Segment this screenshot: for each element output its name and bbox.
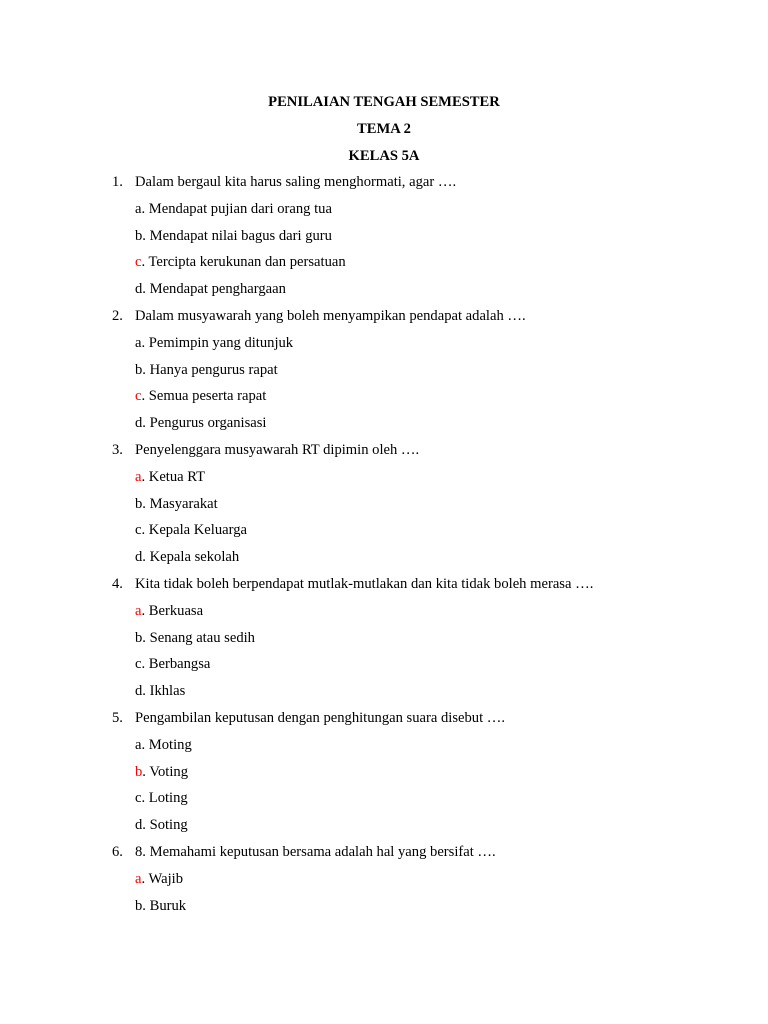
- answer-text: . Masyarakat: [142, 495, 218, 512]
- document-title: PENILAIAN TENGAH SEMESTER: [268, 94, 500, 110]
- question-number: 4.: [112, 575, 123, 592]
- answer-letter: c: [135, 522, 142, 539]
- question-number: 1.: [112, 174, 123, 190]
- answer-option-content: [135, 521, 247, 539]
- question-item: [112, 173, 732, 200]
- answer-option-content: [135, 763, 188, 781]
- answer-letter: d: [135, 817, 143, 834]
- question-text: Dalam musyawarah yang boleh menyampikan pendapat adalah ….: [135, 307, 526, 324]
- question-item: [112, 575, 732, 602]
- answer-text: . Berbangsa: [141, 656, 211, 673]
- answer-option-content: [135, 816, 188, 834]
- answer-letter: b: [135, 897, 143, 914]
- answer-text: . Voting: [142, 763, 188, 780]
- question-text: Penyelenggara musyawarah RT dipimin oleh ….: [135, 441, 420, 458]
- answer-option-content: [135, 548, 239, 566]
- answer-text: . Semua peserta rapat: [141, 388, 267, 405]
- answer-option: [112, 361, 732, 388]
- correct-answer-letter: a: [135, 602, 142, 619]
- answer-option: [112, 387, 732, 414]
- answer-letter: b: [135, 227, 143, 244]
- question-number: 3.: [112, 441, 123, 458]
- question-list: [112, 173, 732, 923]
- answer-letter: a: [135, 736, 142, 753]
- answer-option: [112, 736, 732, 763]
- answer-option: [112, 521, 732, 548]
- answer-option-content: [135, 897, 186, 915]
- answer-letter: a: [135, 334, 142, 351]
- question-number: 5.: [112, 709, 123, 726]
- answer-option-content: [135, 602, 203, 620]
- answer-option: [112, 763, 732, 790]
- answer-letter: b: [135, 361, 143, 378]
- correct-answer-letter: c: [135, 388, 142, 405]
- answer-letter: c: [135, 790, 142, 807]
- answer-option-content: [135, 468, 205, 486]
- answer-option: [112, 870, 732, 897]
- answer-text: . Kepala sekolah: [142, 549, 240, 566]
- answer-option-content: [135, 789, 188, 807]
- answer-option-content: [135, 227, 332, 245]
- answer-option: [112, 789, 732, 816]
- answer-option-content: [135, 495, 218, 513]
- answer-letter: d: [135, 683, 143, 700]
- answer-text: . Buruk: [142, 897, 187, 914]
- question-text: Pengambilan keputusan dengan penghitungan suara disebut ….: [135, 709, 506, 726]
- answer-letter: d: [135, 415, 143, 432]
- answer-option: [112, 682, 732, 709]
- answer-text: . Senang atau sedih: [142, 629, 255, 646]
- answer-option-content: [135, 655, 210, 673]
- answer-option-content: [135, 200, 332, 218]
- answer-text: . Wajib: [141, 870, 184, 887]
- answer-option-content: [135, 414, 266, 432]
- answer-option: [112, 200, 732, 227]
- answer-text: . Ketua RT: [141, 468, 206, 485]
- answer-option-content: [135, 736, 192, 754]
- answer-text: . Pemimpin yang ditunjuk: [141, 334, 294, 351]
- correct-answer-letter: a: [135, 870, 142, 887]
- answer-option: [112, 414, 732, 441]
- answer-text: . Hanya pengurus rapat: [142, 361, 278, 378]
- question-text: Kita tidak boleh berpendapat mutlak-mutlakan dan kita tidak boleh merasa ….: [135, 575, 594, 592]
- document-theme: TEMA 2: [357, 121, 411, 137]
- answer-text: . Mendapat penghargaan: [142, 281, 286, 298]
- answer-text: . Berkuasa: [141, 602, 204, 619]
- question-item: [112, 307, 732, 334]
- answer-text: . Tercipta kerukunan dan persatuan: [141, 254, 346, 271]
- answer-option: [112, 468, 732, 495]
- answer-letter: b: [135, 629, 143, 646]
- answer-option: [112, 629, 732, 656]
- question-item: [112, 843, 732, 870]
- answer-letter: b: [135, 495, 143, 512]
- answer-option: [112, 334, 732, 361]
- answer-option-content: [135, 334, 293, 352]
- answer-text: . Loting: [141, 790, 188, 807]
- correct-answer-letter: a: [135, 468, 142, 485]
- answer-option-content: [135, 682, 185, 700]
- answer-option-content: [135, 361, 278, 379]
- answer-option-content: [135, 870, 183, 888]
- answer-option: [112, 816, 732, 843]
- answer-text: . Soting: [142, 817, 188, 834]
- correct-answer-letter: b: [135, 763, 143, 780]
- answer-option-content: [135, 280, 286, 298]
- answer-option: [112, 655, 732, 682]
- question-text: 8. Memahami keputusan bersama adalah hal yang bersifat ….: [135, 843, 496, 860]
- document-class: KELAS 5A: [348, 148, 420, 164]
- question-number: 2.: [112, 307, 123, 324]
- answer-letter: c: [135, 656, 142, 673]
- answer-option-content: [135, 253, 346, 271]
- answer-option: [112, 280, 732, 307]
- answer-letter: a: [135, 200, 142, 217]
- answer-letter: d: [135, 549, 143, 566]
- answer-text: . Ikhlas: [142, 683, 186, 700]
- answer-text: . Mendapat nilai bagus dari guru: [142, 227, 332, 244]
- answer-letter: d: [135, 281, 143, 298]
- correct-answer-letter: c: [135, 254, 142, 271]
- answer-option: [112, 227, 732, 254]
- answer-text: . Moting: [141, 736, 192, 753]
- answer-option: [112, 548, 732, 575]
- question-item: [112, 441, 732, 468]
- answer-text: . Kepala Keluarga: [141, 522, 247, 539]
- answer-option: [112, 602, 732, 629]
- answer-option: [112, 897, 732, 924]
- answer-text: . Mendapat pujian dari orang tua: [141, 200, 332, 217]
- question-text: Dalam bergaul kita harus saling menghormati, agar ….: [135, 174, 457, 190]
- question-item: [112, 709, 732, 736]
- answer-text: . Pengurus organisasi: [142, 415, 267, 432]
- answer-option: [112, 495, 732, 522]
- answer-option-content: [135, 387, 266, 405]
- answer-option-content: [135, 629, 255, 647]
- question-number: 6.: [112, 843, 123, 860]
- answer-option: [112, 253, 732, 280]
